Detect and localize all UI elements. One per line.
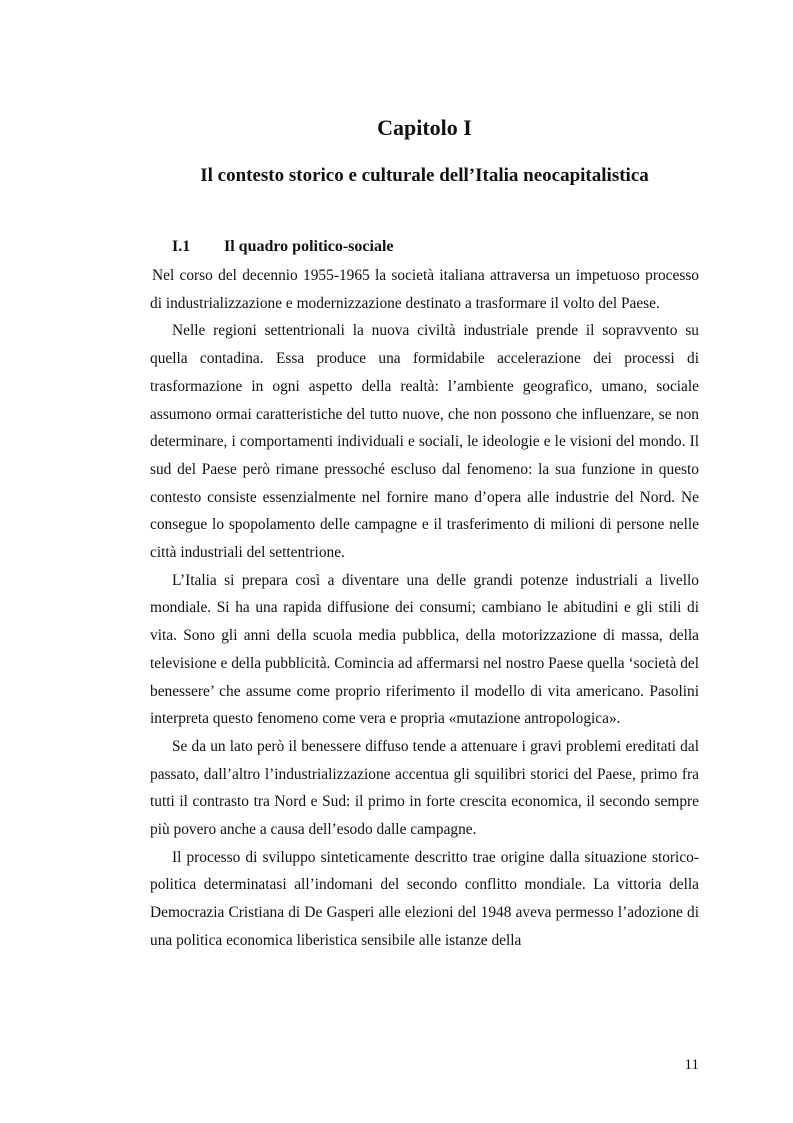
chapter-title: Capitolo I bbox=[377, 115, 472, 140]
paragraph: Se da un lato però il benessere diffuso tende a attenuare i gravi problemi ereditati dal passato, dall’altro l’industrializzazione accentua gli squilibri storici del Paese, primo fra tutti il contrasto tra Nord e Sud: il primo in forte crescita economica, il secondo sempre più povero anche a causa dell’esodo dalle campagne. bbox=[150, 737, 699, 839]
section-heading bbox=[172, 234, 394, 260]
chapter-subtitle: Il contesto storico e culturale dell’Italia neocapitalistica bbox=[200, 165, 649, 186]
body-text bbox=[150, 262, 699, 955]
section-title: Il quadro politico-sociale bbox=[224, 238, 394, 255]
section-number: I.1 bbox=[172, 238, 191, 255]
page-number: 11 bbox=[684, 1057, 699, 1073]
paragraph: Nelle regioni settentrionali la nuova civiltà industriale prende il sopravvento su quella contadina. Essa produce una formidabile accelerazione dei processi di trasformazione in ogni aspetto della realtà: l’ambiente geografico, umano, sociale assumono ormai caratteristiche del tutto nuove, che non possono che influenzare, se non determinare, i comportamenti individuali e sociali, le ideologie e le visioni del mondo. Il sud del Paese però rimane pressoché escluso dal fenomeno: la sua funzione in questo contesto consiste essenzialmente nel fornire mano d’opera alle industrie del Nord. Ne consegue lo spopolamento delle campagne e il trasferimento di milioni di persone nelle città industriali del settentrione. bbox=[150, 322, 699, 562]
paragraph: L’Italia si prepara così a diventare una delle grandi potenze industriali a livello mondiale. Si ha una rapida diffusione dei consumi; cambiano le abitudini e gli stili di vita. Sono gli anni della scuola media pubblica, della motorizzazione di massa, della televisione e della pubblicità. Comincia ad affermarsi nel nostro Paese quella ‘società del benessere’ che assume come proprio riferimento il modello di vita americano. Pasolini interpreta questo fenomeno come vera e propria «mutazione antropologica». bbox=[150, 571, 699, 728]
paragraph: Nel corso del decennio 1955-1965 la società italiana attraversa un impetuoso processo di industrializzazione e modernizzazione destinato a trasformare il volto del Paese. bbox=[150, 267, 699, 312]
paragraph: Il processo di sviluppo sinteticamente descritto trae origine dalla situazione storico-politica determinatasi all’indomani del secondo conflitto mondiale. La vittoria della Democrazia Cristiana di De Gasperi alle elezioni del 1948 aveva permesso l’adozione di una politica economica liberistica sensibile alle istanze della bbox=[150, 848, 699, 949]
